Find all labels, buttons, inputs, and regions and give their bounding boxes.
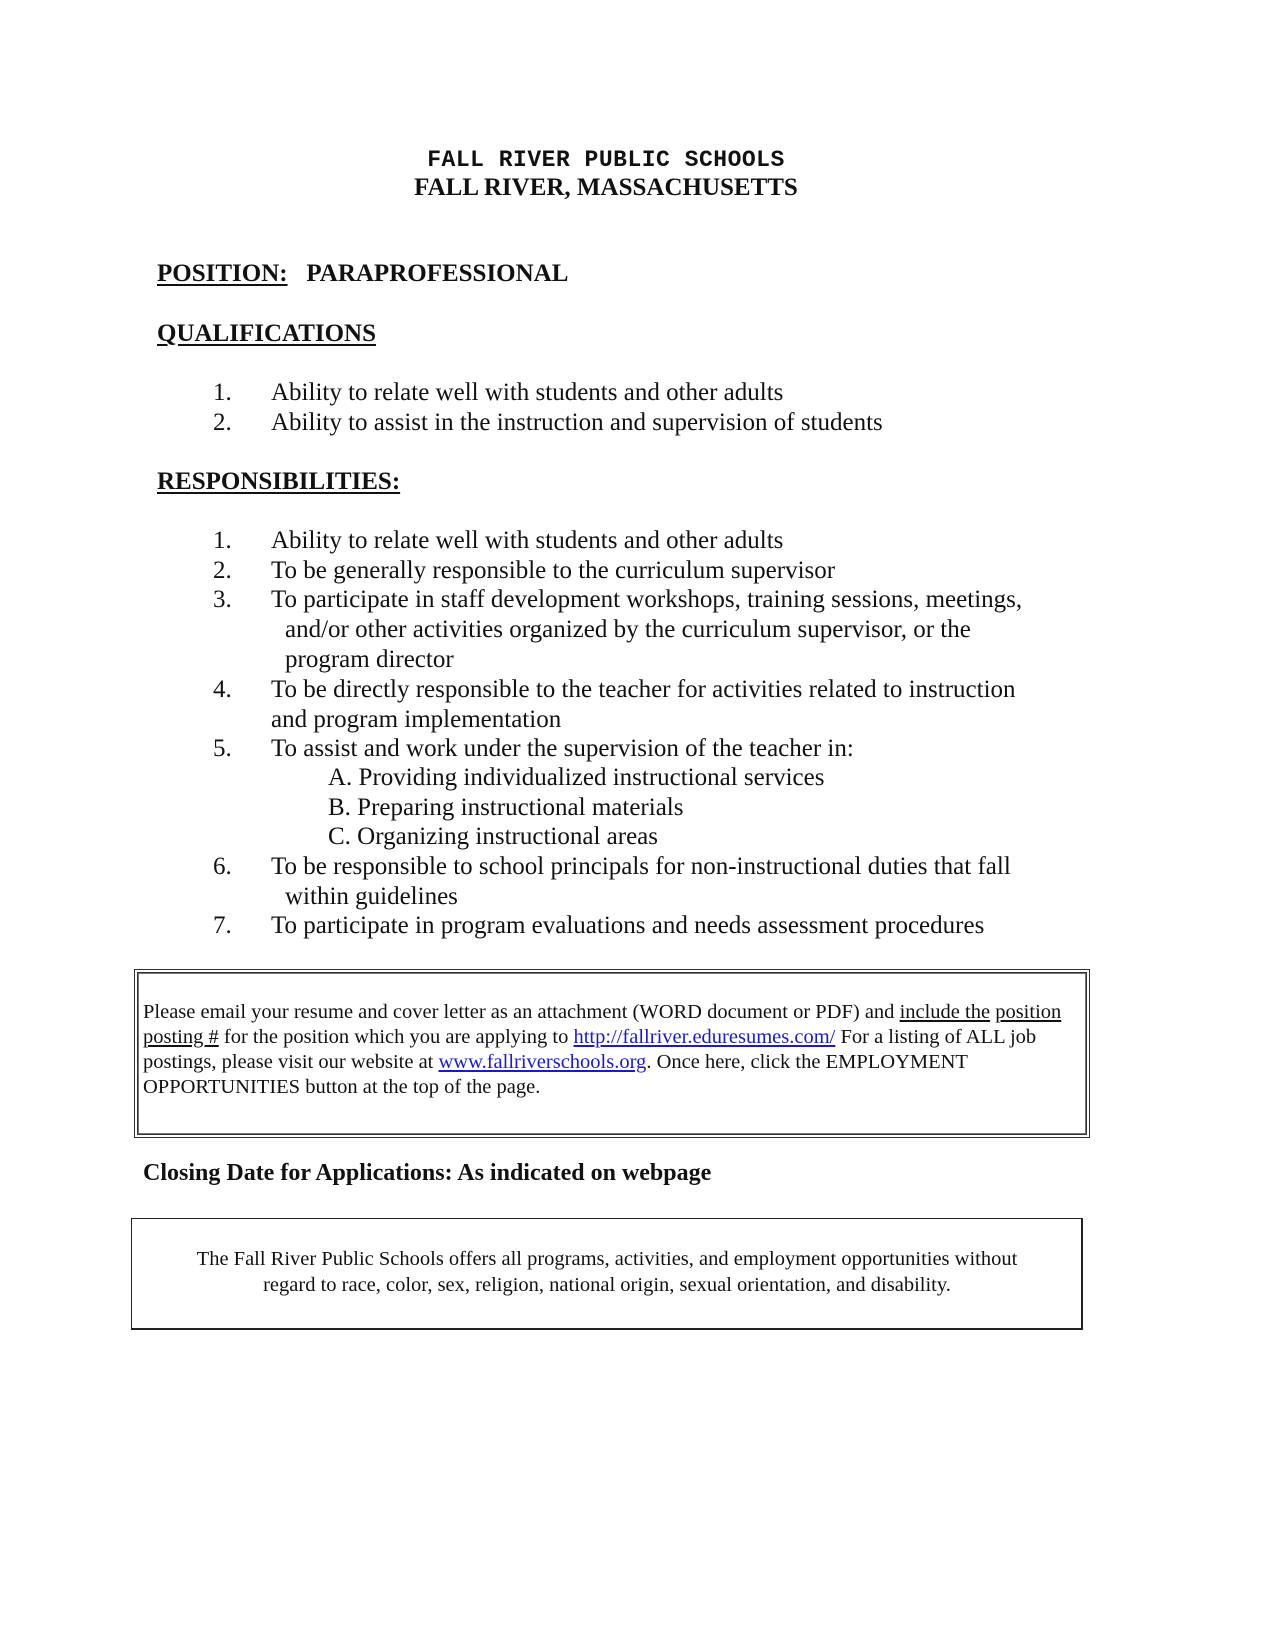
instruction-emphasis: position posting # <box>143 1001 1062 1048</box>
eduresumes-link[interactable]: http://fallriver.eduresumes.com/ <box>573 1026 836 1048</box>
item-number: 6. <box>213 853 232 880</box>
item-number: 2. <box>213 409 232 436</box>
item-text-continued: program director <box>285 646 454 673</box>
item-text: To be directly responsible to the teacher for activities related to instruction <box>271 676 1016 703</box>
instruction-text: . Once here, click the EMPLOYMENT OPPORTUNITIES button at the top of the page. <box>143 1051 968 1098</box>
sub-item: B. Preparing instructional materials <box>328 794 684 821</box>
eeo-statement <box>131 1246 1083 1298</box>
instruction-emphasis: include the <box>899 1001 991 1023</box>
item-text: To be responsible to school principals for non-instructional duties that fall <box>271 853 1011 880</box>
sub-item: A. Providing individualized instructional services <box>328 764 825 791</box>
item-number: 3. <box>213 586 232 613</box>
item-number: 7. <box>213 912 232 939</box>
item-text-continued: and/or other activities organized by the curriculum supervisor, or the <box>285 616 971 643</box>
item-text-continued: within guidelines <box>285 883 458 910</box>
org-name: FALL RIVER PUBLIC SCHOOLS <box>427 147 785 173</box>
qualifications-heading: QUALIFICATIONS <box>157 320 377 347</box>
position-label: POSITION: <box>157 260 288 287</box>
item-text: Ability to assist in the instruction and supervision of students <box>271 409 883 436</box>
org-location: FALL RIVER, MASSACHUSETTS <box>414 174 798 201</box>
position-line <box>157 260 568 288</box>
instruction-text: For a listing of ALL job postings, please visit our website at <box>143 1026 1037 1073</box>
eeo-line: regard to race, color, sex, religion, national origin, sexual orientation, and disability. <box>263 1274 951 1296</box>
sub-item: C. Organizing instructional areas <box>328 823 659 850</box>
item-number: 4. <box>213 676 232 703</box>
application-instructions-text <box>143 1000 1073 1100</box>
instruction-text: for the position which you are applying to <box>218 1026 574 1048</box>
school-website-link[interactable]: www.fallriverschools.org <box>438 1051 647 1073</box>
item-text-continued: and program implementation <box>271 706 562 733</box>
item-number: 1. <box>213 527 232 554</box>
position-value: PARAPROFESSIONAL <box>306 260 569 287</box>
item-text: Ability to relate well with students and other adults <box>271 379 784 406</box>
item-text: To participate in staff development workshops, training sessions, meetings, <box>271 586 1023 613</box>
eeo-line: The Fall River Public Schools offers all programs, activities, and employment opportunities without <box>196 1248 1018 1270</box>
item-text: To participate in program evaluations and needs assessment procedures <box>271 912 985 939</box>
item-number: 5. <box>213 735 232 762</box>
closing-date: Closing Date for Applications: As indicated on webpage <box>143 1160 712 1186</box>
item-number: 2. <box>213 557 232 584</box>
responsibilities-heading: RESPONSIBILITIES: <box>157 468 401 495</box>
item-text: To be generally responsible to the curriculum supervisor <box>271 557 836 584</box>
instruction-text: Please email your resume and cover letter as an attachment (WORD document or PDF) and <box>143 1001 900 1023</box>
item-number: 1. <box>213 379 232 406</box>
item-text: To assist and work under the supervision of the teacher in: <box>271 735 854 762</box>
item-text: Ability to relate well with students and other adults <box>271 527 784 554</box>
